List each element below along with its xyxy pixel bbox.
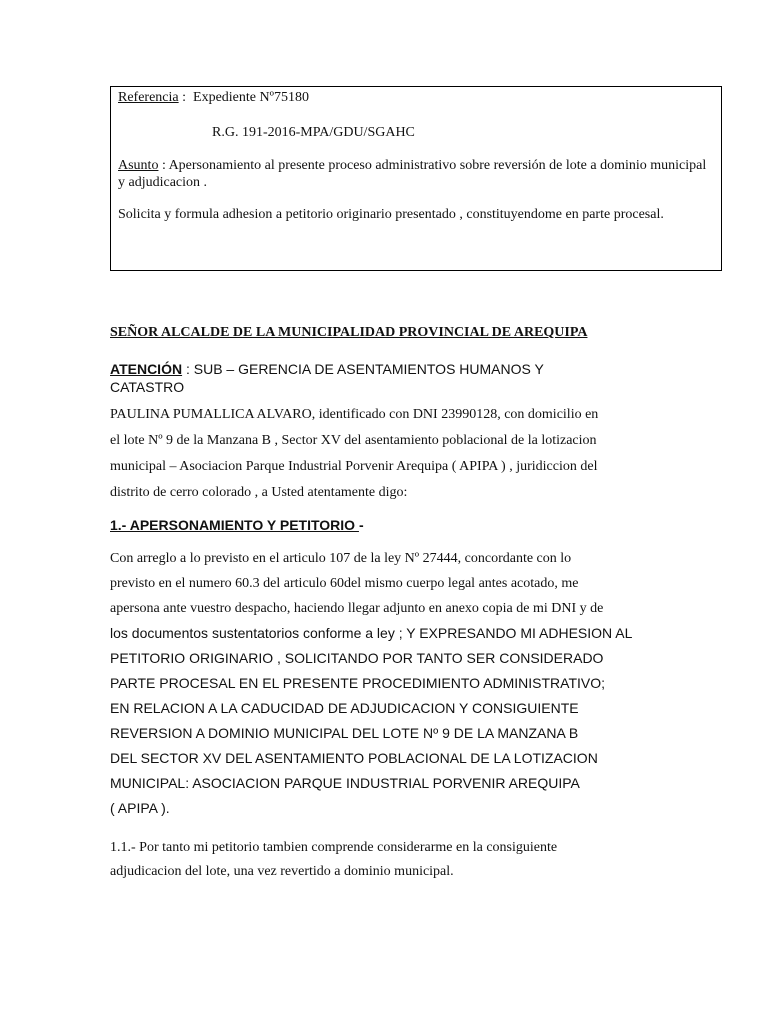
intro-line: distrito de cerro colorado , a Usted atentamente digo: [110, 485, 408, 500]
referencia-separator: : [178, 90, 194, 105]
atencion-label: ATENCIÓN [110, 361, 183, 377]
section-title-text: 1.- APERSONAMIENTO Y PETITORIO [110, 517, 359, 533]
body-line: DEL SECTOR XV DEL ASENTAMIENTO POBLACIONAL DE LA LOTIZACION [110, 750, 598, 766]
body-line: apersona ante vuestro despacho, haciendo llegar adjunto en anexo copia de mi DNI y de [110, 601, 604, 616]
subparagraph-1-1 [110, 836, 670, 884]
asunto-line [118, 157, 715, 191]
body-line: PETITORIO ORIGINARIO , SOLICITANDO POR TANTO SER CONSIDERADO [110, 650, 604, 666]
section-title [110, 516, 364, 534]
atencion-text: : SUB – GERENCIA DE ASENTAMIENTOS HUMANOS Y CATASTRO [110, 361, 544, 395]
expediente-number: Expediente Nº75180 [193, 90, 309, 105]
reference-box [110, 86, 722, 271]
subparagraph-line: 1.1.- Por tanto mi petitorio tambien comprende considerarme en la consiguiente [110, 840, 558, 855]
intro-line: el lote Nº 9 de la Manzana B , Sector XV del asentamiento poblacional de la lotizacion [110, 433, 597, 448]
body-line: REVERSION A DOMINIO MUNICIPAL DEL LOTE Nº 9 DE LA MANZANA B [110, 725, 579, 741]
body-line: PARTE PROCESAL EN EL PRESENTE PROCEDIMIENTO ADMINISTRATIVO; [110, 675, 606, 691]
rg-number: R.G. 191-2016-MPA/GDU/SGAHC [212, 125, 415, 140]
referencia-line [118, 89, 715, 106]
intro-line: PAULINA PUMALLICA ALVARO, identificado con DNI 23990128, con domicilio en [110, 407, 599, 422]
addressee-heading: SEÑOR ALCALDE DE LA MUNICIPALIDAD PROVINCIAL DE AREQUIPA [110, 325, 588, 340]
asunto-label: Asunto [118, 158, 159, 173]
body-line: previsto en el numero 60.3 del articulo 60del mismo cuerpo legal antes acotado, me [110, 576, 579, 591]
petitorio-paragraph [110, 546, 670, 821]
body-line: ( APIPA ). [110, 800, 170, 816]
asunto-text: : Apersonamiento al presente proceso administrativo sobre reversión de lote a dominio municipal y adjudicacion . [118, 158, 707, 190]
intro-paragraph [110, 402, 670, 506]
atencion-line [110, 360, 600, 396]
body-line: Con arreglo a lo previsto en el articulo 107 de la ley Nº 27444, concordante con lo [110, 551, 572, 566]
intro-line: municipal – Asociacion Parque Industrial Porvenir Arequipa ( APIPA ) , juridiccion del [110, 459, 598, 474]
referencia-label: Referencia [118, 90, 179, 105]
section-title-suffix: - [358, 517, 364, 533]
body-line: EN RELACION A LA CADUCIDAD DE ADJUDICACION Y CONSIGUIENTE [110, 700, 579, 716]
subparagraph-line: adjudicacion del lote, una vez revertido a dominio municipal. [110, 864, 454, 879]
body-line: los documentos sustentatorios conforme a ley ; Y EXPRESANDO MI ADHESION AL [110, 625, 633, 641]
solicita-text: Solicita y formula adhesion a petitorio originario presentado , constituyendome en parte procesal. [118, 207, 664, 222]
body-line: MUNICIPAL: ASOCIACION PARQUE INDUSTRIAL PORVENIR AREQUIPA [110, 775, 580, 791]
